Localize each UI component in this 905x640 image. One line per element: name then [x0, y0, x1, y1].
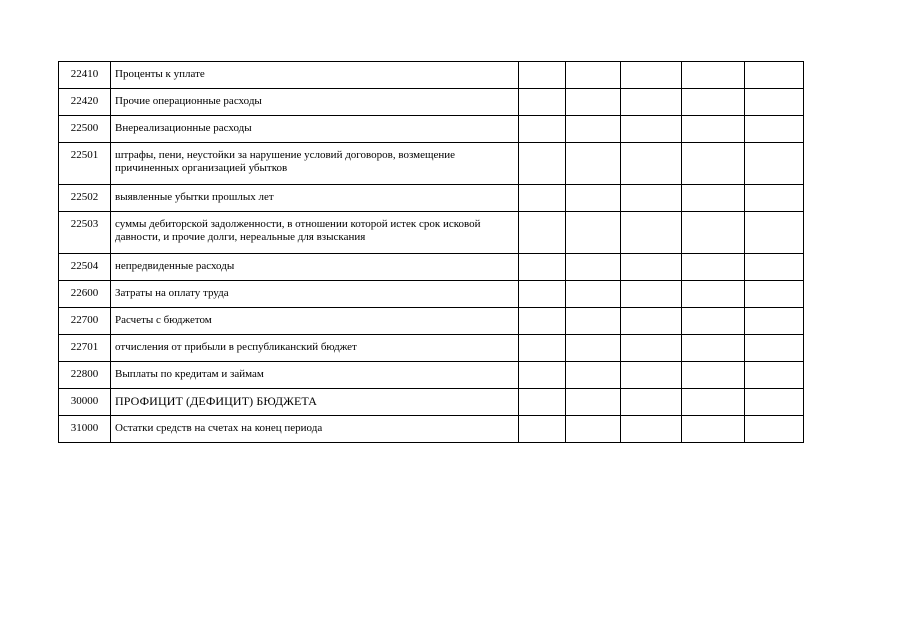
value-cell	[566, 185, 621, 212]
value-cell	[519, 308, 566, 335]
value-cell	[682, 62, 745, 89]
row-description: отчисления от прибыли в республиканский бюджет	[111, 335, 519, 362]
value-cell	[745, 308, 804, 335]
value-cell	[682, 89, 745, 116]
value-cell	[745, 254, 804, 281]
value-cell	[682, 335, 745, 362]
value-cell	[682, 308, 745, 335]
row-code: 22500	[59, 116, 111, 143]
table-row	[59, 143, 804, 185]
row-code: 31000	[59, 416, 111, 443]
table-row	[59, 335, 804, 362]
value-cell	[745, 281, 804, 308]
row-description: Прочие операционные расходы	[111, 89, 519, 116]
row-code: 30000	[59, 389, 111, 416]
value-cell	[566, 62, 621, 89]
value-cell	[621, 185, 682, 212]
value-cell	[621, 389, 682, 416]
value-cell	[519, 362, 566, 389]
table-row	[59, 89, 804, 116]
value-cell	[621, 308, 682, 335]
row-description: штрафы, пени, неустойки за нарушение условий договоров, возмещение причиненных организацией убытков	[111, 143, 519, 185]
value-cell	[566, 212, 621, 254]
table-row	[59, 116, 804, 143]
value-cell	[745, 212, 804, 254]
value-cell	[519, 335, 566, 362]
value-cell	[621, 116, 682, 143]
row-description: Выплаты по кредитам и займам	[111, 362, 519, 389]
row-description: Затраты на оплату труда	[111, 281, 519, 308]
row-description: Внереализационные расходы	[111, 116, 519, 143]
table-row	[59, 254, 804, 281]
row-description: Проценты к уплате	[111, 62, 519, 89]
value-cell	[566, 362, 621, 389]
value-cell	[519, 281, 566, 308]
row-description: ПРОФИЦИТ (ДЕФИЦИТ) БЮДЖЕТА	[111, 389, 519, 416]
row-code: 22701	[59, 335, 111, 362]
table-row	[59, 62, 804, 89]
value-cell	[566, 89, 621, 116]
row-description: Расчеты с бюджетом	[111, 308, 519, 335]
table-row	[59, 362, 804, 389]
table-row	[59, 308, 804, 335]
value-cell	[682, 116, 745, 143]
row-code: 22420	[59, 89, 111, 116]
value-cell	[745, 185, 804, 212]
value-cell	[519, 185, 566, 212]
value-cell	[745, 62, 804, 89]
table-row	[59, 281, 804, 308]
value-cell	[745, 362, 804, 389]
table-row	[59, 185, 804, 212]
value-cell	[621, 143, 682, 185]
row-description: Остатки средств на счетах на конец периода	[111, 416, 519, 443]
row-code: 22600	[59, 281, 111, 308]
row-code: 22503	[59, 212, 111, 254]
value-cell	[621, 281, 682, 308]
value-cell	[566, 143, 621, 185]
value-cell	[682, 416, 745, 443]
row-code: 22700	[59, 308, 111, 335]
budget-table	[58, 61, 804, 443]
value-cell	[566, 389, 621, 416]
value-cell	[566, 308, 621, 335]
value-cell	[566, 416, 621, 443]
value-cell	[621, 212, 682, 254]
value-cell	[566, 335, 621, 362]
value-cell	[621, 362, 682, 389]
value-cell	[745, 416, 804, 443]
row-description: суммы дебиторской задолженности, в отношении которой истек срок исковой давности, и прочие долги, нереальные для взыскания	[111, 212, 519, 254]
value-cell	[682, 212, 745, 254]
value-cell	[519, 143, 566, 185]
value-cell	[682, 254, 745, 281]
value-cell	[682, 185, 745, 212]
table-row	[59, 416, 804, 443]
table-row	[59, 212, 804, 254]
value-cell	[519, 89, 566, 116]
row-code: 22502	[59, 185, 111, 212]
value-cell	[682, 143, 745, 185]
value-cell	[566, 281, 621, 308]
row-code: 22501	[59, 143, 111, 185]
value-cell	[745, 335, 804, 362]
value-cell	[621, 89, 682, 116]
value-cell	[519, 62, 566, 89]
row-code: 22504	[59, 254, 111, 281]
value-cell	[682, 389, 745, 416]
row-description: выявленные убытки прошлых лет	[111, 185, 519, 212]
row-description: непредвиденные расходы	[111, 254, 519, 281]
value-cell	[519, 416, 566, 443]
value-cell	[682, 362, 745, 389]
value-cell	[621, 335, 682, 362]
value-cell	[621, 416, 682, 443]
value-cell	[745, 89, 804, 116]
value-cell	[519, 212, 566, 254]
row-code: 22410	[59, 62, 111, 89]
table-row	[59, 389, 804, 416]
value-cell	[519, 389, 566, 416]
value-cell	[566, 254, 621, 281]
value-cell	[745, 116, 804, 143]
value-cell	[621, 254, 682, 281]
value-cell	[519, 116, 566, 143]
value-cell	[621, 62, 682, 89]
value-cell	[566, 116, 621, 143]
value-cell	[745, 389, 804, 416]
value-cell	[682, 281, 745, 308]
value-cell	[745, 143, 804, 185]
value-cell	[519, 254, 566, 281]
row-code: 22800	[59, 362, 111, 389]
